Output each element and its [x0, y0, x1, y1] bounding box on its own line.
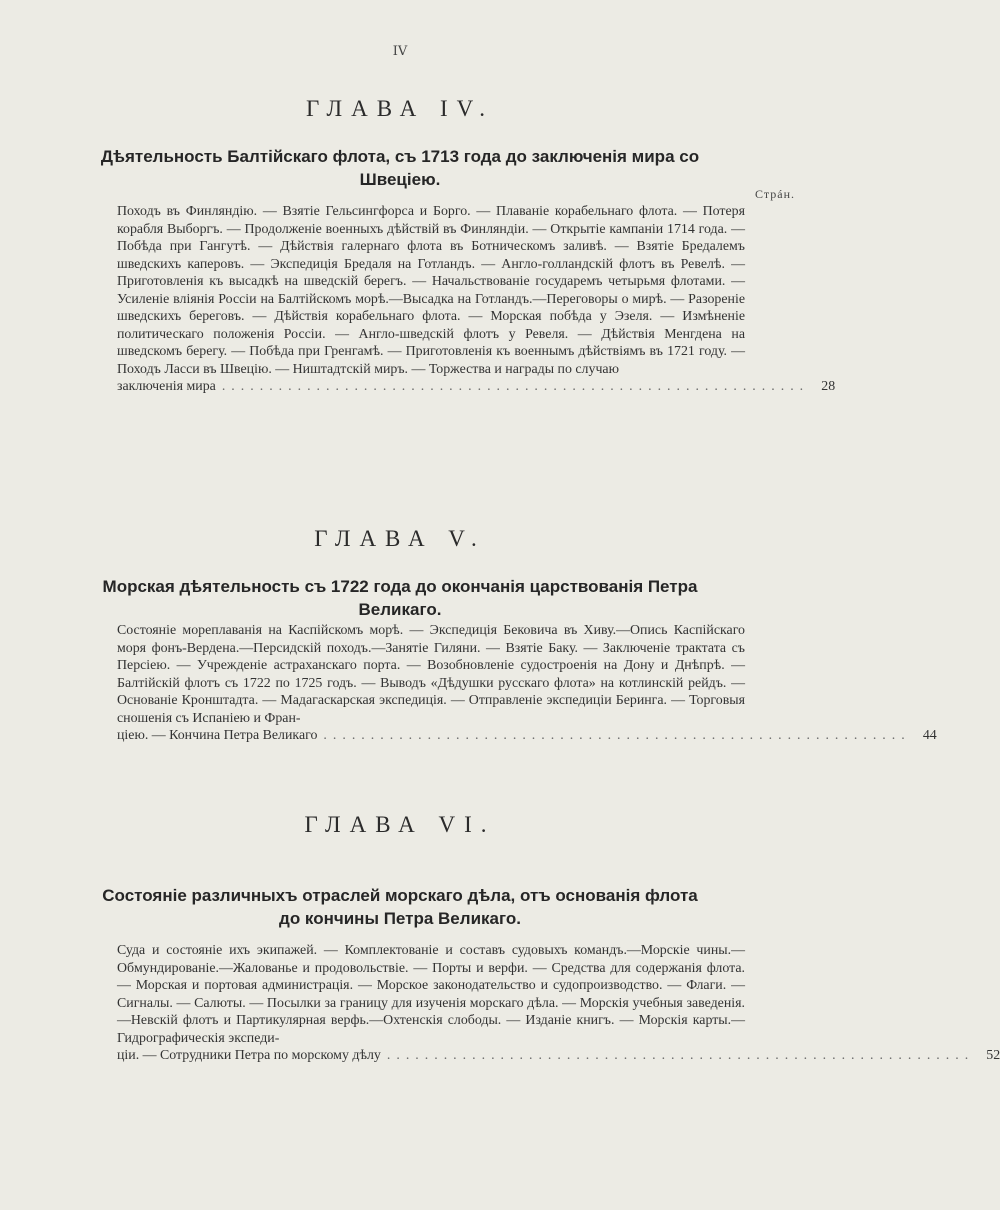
- chapter-5-toc-line: [117, 727, 937, 745]
- chapter-4-page-number: 28: [821, 379, 836, 394]
- chapter-4-title: ГЛАВА IV.: [305, 96, 495, 121]
- leader-dots: ..............................................................: [323, 728, 911, 743]
- leader-dots: ..............................................................: [221, 379, 810, 394]
- chapter-4-subtitle: Дѣятельность Балтійскаго флота, съ 1713 года до заключенія мира со Швеціею.: [100, 147, 700, 189]
- chapter-5-summary: [117, 622, 937, 745]
- chapter-4-summary-text: Походъ въ Финляндію. — Взятіе Гельсингфорса и Борго. — Плаваніе корабельнаго флота. — Потеря корабля Выборгъ. — Продолженіе военныхъ дѣйствій въ Финляндіи. — Открытіе кампаніи 1714 года. — Побѣда при Гангутѣ. — Дѣйствія галернаго флота въ Ботническомъ заливѣ. — Взятіе Бредалемъ шведскихъ каперовъ. — Экспедиція Бредаля на Готландъ. — Англо-голландскій флотъ въ Ревелѣ. — Приготовленія къ высадкѣ на шведскій берегъ. — Начальствованіе государемъ четырьмя флотами. — Усиленіе вліянія Россіи на Балтійскомъ морѣ.—Высадка на Готландъ.—Переговоры о мирѣ. — Разореніе шведскихъ береговъ. — Дѣйствія корабельнаго флота. — Морская побѣда у Эзеля. — Измѣненіе политическаго положенія Россіи. — Англо-шведскій флотъ у Ревеля. — Дѣйствія Менгдена на шведскомъ берегу. — Побѣда при Гренгамѣ. — Приготовленія къ военнымъ дѣйствіямъ въ 1721 году. — Походъ Ласси въ Швецію. — Ништадтскій миръ. — Торжества и награды по случаю: [117, 204, 745, 377]
- chapter-5-summary-text: Состояніе мореплаванія на Каспійскомъ морѣ. — Экспедиція Бековича въ Хиву.—Опись Каспійскаго моря фонъ-Вердена.—Персидскій походъ.—Занятіе Гиляни. — Взятіе Баку. — Заключеніе трактата съ Персіею. — Учрежденіе астраханскаго порта. — Возобновленіе судостроенія на Дону и Днѣпрѣ. — Балтійскій флотъ съ 1722 по 1725 годъ. — Выводъ «Дѣдушки русскаго флота» на котлинскій рейдъ. — Основаніе Кронштадта. — Мадагаскарская экспедиція. — Отправленіе экспедиціи Беринга. — Торговыя сношенія съ Испаніею и Фран-: [117, 623, 745, 726]
- chapter-6-summary-text: Суда и состояніе ихъ экипажей. — Комплектованіе и составъ судовыхъ командъ.—Морскіе чины.—Обмундированіе.—Жалованье и продовольствіе. — Порты и верфи. — Средства для содержанія флота. — Морская и портовая администрація. — Морское законодательство и судопроизводство. — Флаги. — Сигналы. — Салюты. — Посылки за границу для изученія морскаго дѣла. — Морскія учебныя заведенія.—Невскій флотъ и Партикулярная верфь.—Охтенскія слободы. — Изданіе книгъ. — Морскія карты.—Гидрографическія экспеди-: [117, 943, 745, 1046]
- chapter-4-toc-line: [117, 378, 836, 396]
- page-column-label: Стрáн.: [755, 187, 795, 201]
- chapter-5-title: ГЛАВА V.: [314, 526, 486, 551]
- page-folio: IV: [392, 44, 408, 59]
- chapter-6-page-number: 52: [986, 1048, 1000, 1063]
- chapter-6-summary-tail: ціи. — Сотрудники Петра по морскому дѣлу: [117, 1048, 381, 1063]
- chapter-6-subtitle: Состояніе различныхъ отраслей морскаго дѣла, отъ основанія флота до кончины Петра Великаго.: [102, 886, 698, 928]
- chapter-6-summary: [117, 942, 1000, 1065]
- chapter-6-toc-line: [117, 1047, 1000, 1065]
- chapter-4-summary: [117, 203, 836, 396]
- chapter-5-page-number: 44: [922, 728, 937, 743]
- chapter-5-subtitle: Морская дѣятельность съ 1722 года до окончанія царствованія Петра Великаго.: [102, 577, 698, 619]
- chapter-5-summary-tail: ціею. — Кончина Петра Великаго: [117, 728, 318, 743]
- leader-dots: ..............................................................: [386, 1048, 975, 1063]
- chapter-6-title: ГЛАВА VI.: [304, 812, 496, 837]
- chapter-4-summary-tail: заключенія мира: [117, 379, 216, 394]
